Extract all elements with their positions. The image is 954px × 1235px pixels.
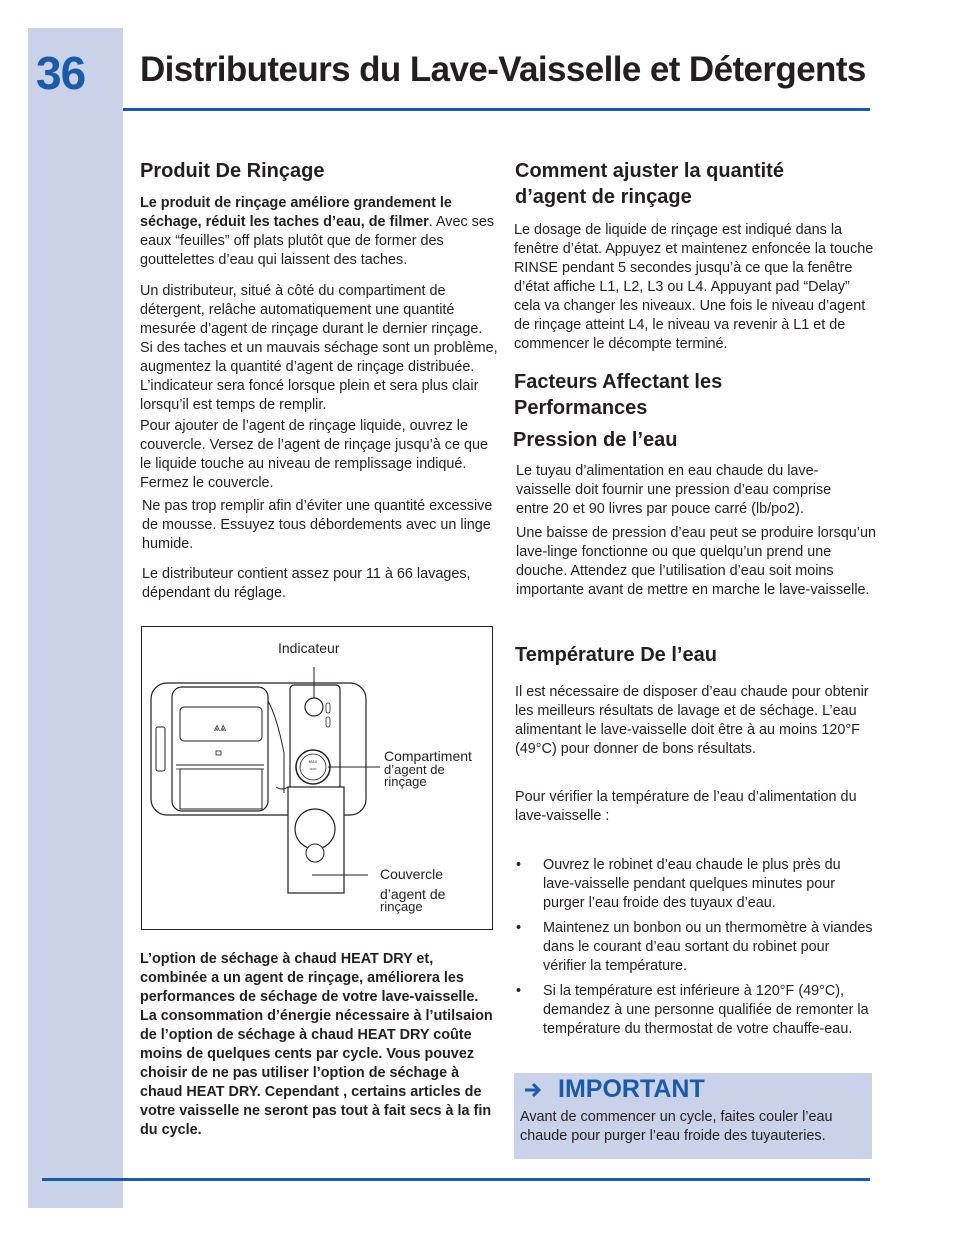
list-item-text: Si la température est inférieure à 120°F (49°C), demandez à une personne qualifiée de remonter la température du thermostat de votre chauffe-eau. [543, 983, 869, 1037]
paragraph-temperature-1: Il est nécessaire de disposer d’eau chaude pour obtenir les meilleurs résultats de lavage et de séchage. L’eau alimentant le lave-vaisselle doit être à au moins 120°F (49°C) pour donner de bons résultats. [515, 684, 869, 757]
list-item [514, 856, 874, 913]
svg-text:•••••: ••••• [309, 766, 317, 771]
paragraph-add-rinse: Pour ajouter de l’agent de rinçage liquide, ouvrez le couvercle. Versez de l’agent de rinçage jusqu’à ce que le liquide touche au niveau de remplissage indiqué. Fermez le couvercle. [140, 418, 488, 491]
header-rule [123, 108, 870, 111]
paragraph-overfill-warning: Ne pas trop remplir afin d’éviter une quantité excessive de mousse. Essuyez tous débordements avec un linge humide. [142, 498, 493, 552]
list-item-text: Maintenez un bonbon ou un thermomètre à viandes dans le courant d’eau sortant du robinet pour vérifier la température. [543, 920, 873, 974]
figure-label-compartment-line3: rinçage [384, 774, 427, 789]
paragraph-rinse-intro [140, 194, 496, 270]
paragraph-pressure-2: Une baisse de pression d’eau peut se produire lorsqu’un lave-linge fonctionne ou que quelqu’un prend une douche. Attendez que l’utilisation d’eau soit moins importante avant de mettre en marche le lave-vaisselle. [516, 525, 876, 598]
section-heading-rinse-aid: Produit De Rinçage [140, 160, 325, 182]
svg-text:⩓⩓: ⩓⩓ [213, 722, 227, 734]
figure-label-cover-line3: rinçage [380, 899, 423, 914]
paragraph-capacity: Le distributeur contient assez pour 11 à 66 lavages, dépendant du réglage. [142, 566, 471, 601]
figure-label-compartment-line2: d’agent de [384, 762, 445, 777]
footer-rule [42, 1178, 870, 1181]
dispenser-figure [141, 626, 493, 930]
paragraph-adjust: Le dosage de liquide de rinçage est indiqué dans la fenêtre d’état. Appuyez et maintenez enfoncée la touche RINSE pendant 5 secondes jusqu’à ce que la fenêtre d’état affiche L1, L2, L3 ou L4. Appuyant pad “Delay” cela va changer les niveaux. Une fois le niveau d’agent de rinçage atteint L4, le niveau va revenir à L1 et de commencer le décompte terminé. [514, 222, 874, 352]
bullet-icon: • [516, 983, 522, 999]
subheading-water-temperature: Température De l’eau [515, 644, 717, 666]
svg-text:MAX: MAX [308, 759, 318, 764]
page-number: 36 [36, 47, 86, 99]
bullet-icon: • [516, 857, 522, 873]
important-text: Avant de commencer un cycle, faites couler l’eau chaude pour purger l’eau froide des tuyauteries. [520, 1109, 833, 1144]
figure-label-compartment-line1: Compartiment [384, 748, 472, 764]
bullet-icon: • [516, 920, 522, 936]
paragraph-rinse-intro-bold: Le produit de rinçage améliore grandement le séchage, réduit les taches d’eau, de filmer [140, 195, 452, 230]
figure-label-cover-line1: Couvercle [380, 866, 444, 882]
paragraph-rinse-intro-rest: . Avec ses eaux “feuilles” off plats plutôt que de former des gouttelettes d’eau qui laissent des taches. [140, 214, 495, 268]
important-callout [514, 1073, 872, 1159]
temperature-check-list [514, 856, 874, 1045]
section-heading-adjust: Comment ajuster la quantité d’agent de rinçage [515, 160, 784, 208]
arrow-right-icon [523, 1081, 543, 1099]
figure-label-indicator: Indicateur [278, 640, 340, 656]
paragraph-heat-dry: L’option de séchage à chaud HEAT DRY et, combinée a un agent de rinçage, améliorera les performances de séchage de votre lave-vaisselle. La consommation d’énergie nécessaire à l’utilsaion de l’option de séchage à chaud HEAT DRY coûte moins de quelques cents par cycle. Vous pouvez choisir de ne pas utiliser l’option de séchage à chaud HEAT DRY. Cependant , certains articles de votre vaisselle ne seront pas tout à fait secs à la fin du cycle. [140, 951, 493, 1138]
subheading-water-pressure: Pression de l’eau [513, 429, 678, 451]
figure-label-cover-line2: d’agent de [380, 886, 446, 902]
side-band [28, 28, 123, 1208]
paragraph-temperature-2: Pour vérifier la température de l’eau d’alimentation du lave-vaisselle : [515, 789, 857, 824]
page-title: Distributeurs du Lave-Vaisselle et Détergents [140, 50, 866, 89]
important-title: IMPORTANT [558, 1075, 705, 1103]
section-heading-performance: Facteurs Affectant les Performances [514, 371, 723, 419]
paragraph-pressure-1: Le tuyau d’alimentation en eau chaude du lave-vaisselle doit fournir une pression d’eau comprise entre 20 et 90 livres par pouce carré (lb/po2). [516, 463, 832, 517]
paragraph-dispenser: Un distributeur, situé à côté du compartiment de détergent, relâche automatiquement une quantité mesurée d’agent de rinçage durant le dernier rinçage. Si des taches et un mauvais séchage sont un problème, augmentez la quantité d’agent de rinçage distribuée. L’indicateur sera foncé lorsque plein et sera plus clair lorsqu’il est temps de remplir. [140, 283, 498, 413]
important-header [523, 1075, 705, 1104]
list-item [514, 919, 874, 976]
list-item-text: Ouvrez le robinet d’eau chaude le plus près du lave-vaisselle pendant quelques minutes pour purger l’eau froide des tuyaux d’eau. [543, 857, 841, 911]
list-item [514, 982, 874, 1039]
